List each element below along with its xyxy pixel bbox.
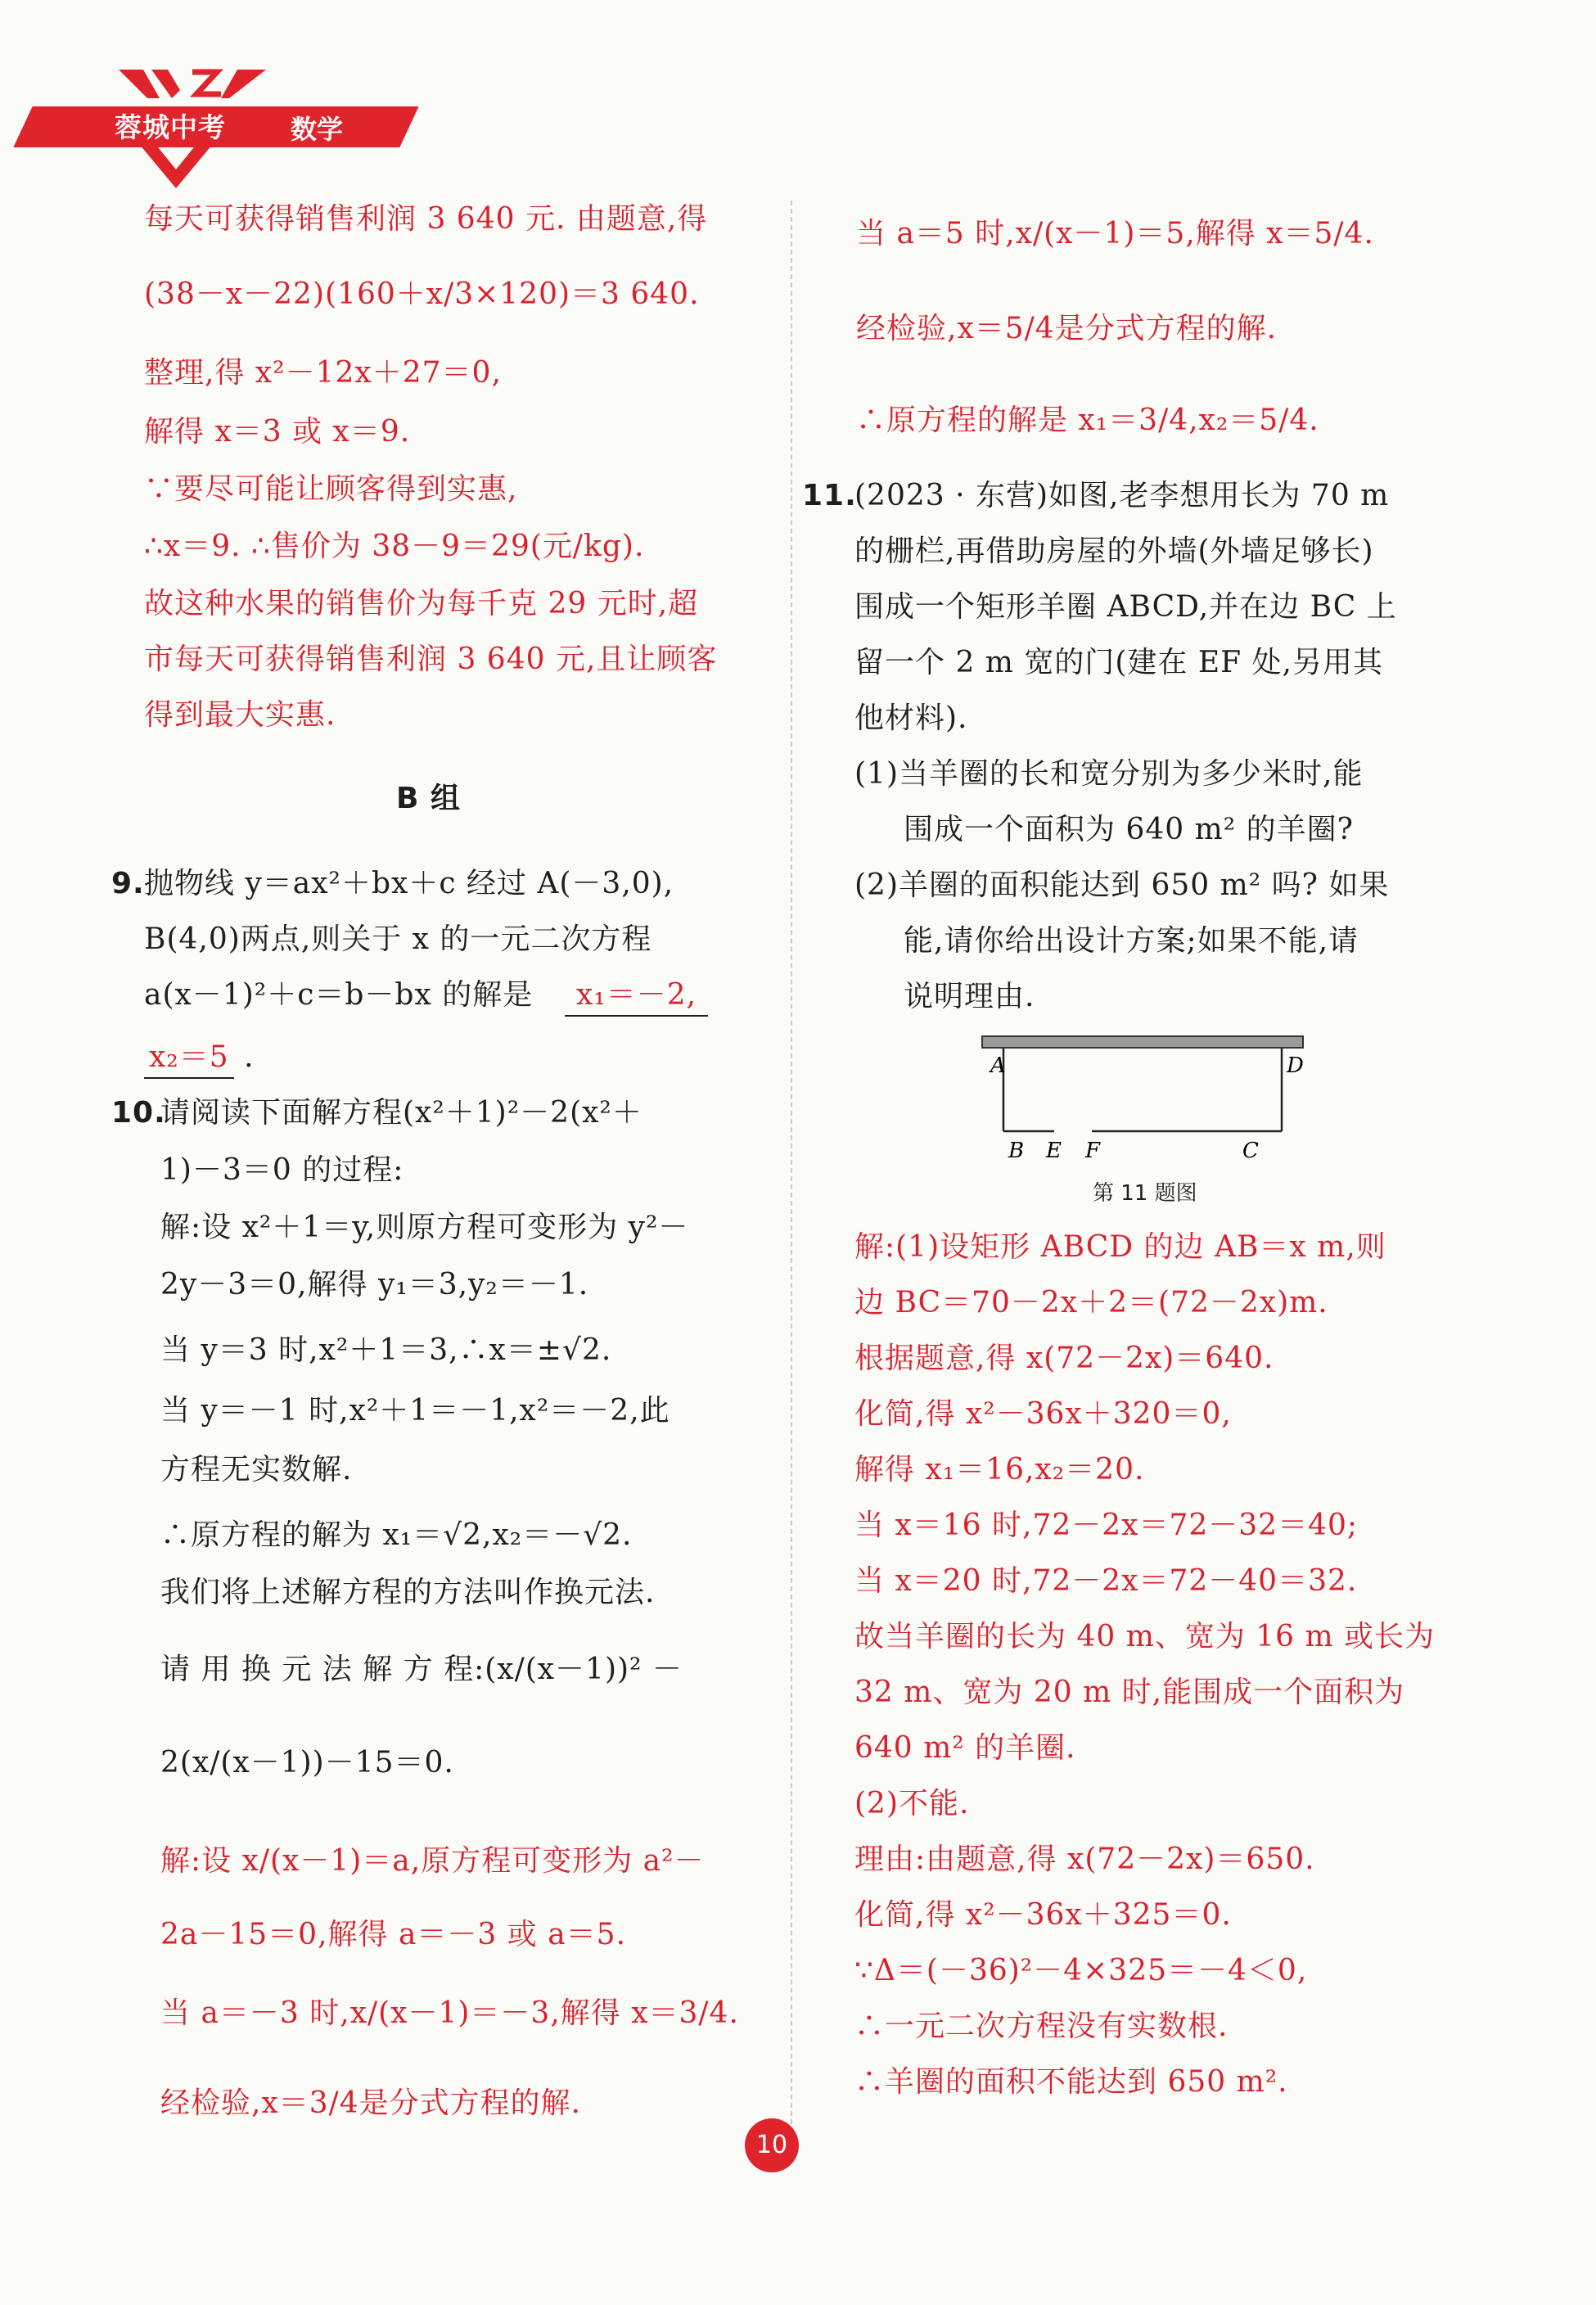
q10-text-line: 2y－3＝0,解得 y₁＝3,y₂＝－1. xyxy=(160,1268,589,1301)
label-f: F xyxy=(1085,1139,1101,1163)
q10-text-line: 2(x/(x－1))－15＝0. xyxy=(160,1746,454,1779)
q10-solution-line: 当 a＝5 时,x/(x－1)＝5,解得 x＝5/4. xyxy=(856,217,1374,250)
q9-text-line: 抛物线 y＝ax²＋bx＋c 经过 A(－3,0), xyxy=(144,867,674,900)
q11-solution-line: 32 m、宽为 20 m 时,能围成一个面积为 xyxy=(854,1676,1405,1709)
q11-solution-line: 根据题意,得 x(72－2x)＝640. xyxy=(854,1342,1274,1375)
left-answer-line: 市每天可获得销售利润 3 640 元,且让顾客 xyxy=(144,643,718,676)
house-wall xyxy=(982,1036,1303,1048)
q11-solution-line: 化简,得 x²－36x＋325＝0. xyxy=(854,1898,1232,1932)
q11-solution-line: 化简,得 x²－36x＋320＝0, xyxy=(854,1397,1232,1431)
rectangle-pen-diagram xyxy=(979,1033,1306,1164)
q11-solution-line: 理由:由题意,得 x(72－2x)＝650. xyxy=(854,1843,1315,1876)
q10-solution-line: 当 a＝－3 时,x/(x－1)＝－3,解得 x＝3/4. xyxy=(160,1996,739,2030)
q11-solution-line: 解得 x₁＝16,x₂＝20. xyxy=(854,1453,1145,1486)
q11-solution-line: ∴一元二次方程没有实数根. xyxy=(854,2010,1229,2043)
column-divider xyxy=(791,201,792,2149)
q9-answer-2: x₂＝5 xyxy=(144,1038,234,1079)
left-answer-line: ∴x＝9. ∴售价为 38－9＝29(元/kg). xyxy=(144,530,645,563)
left-answer-line: 故这种水果的销售价为每千克 29 元时,超 xyxy=(144,587,699,620)
q11-text-line: 围成一个面积为 640 m² 的羊圈? xyxy=(904,813,1354,846)
q10-text-line: ∴原方程的解为 x₁＝√2,x₂＝－√2. xyxy=(160,1518,633,1552)
q11-solution-line: (2)不能. xyxy=(854,1787,970,1820)
left-answer-line: 整理,得 x²－12x＋27＝0, xyxy=(144,356,502,390)
q10-text-line: 当 y＝－1 时,x²＋1＝－1,x²＝－2,此 xyxy=(160,1394,670,1428)
q10-text-line: 解:设 x²＋1＝y,则原方程可变形为 y²－ xyxy=(160,1211,689,1244)
logo-chevron-icon xyxy=(115,65,270,106)
q10-text-line: 请 用 换 元 法 解 方 程:(x/(x－1))² － xyxy=(160,1653,683,1686)
q10-solution-line: 解:设 x/(x－1)＝a,原方程可变形为 a²－ xyxy=(160,1844,705,1878)
q11-text-line: 他材料). xyxy=(854,701,968,735)
q10-text-line: 请阅读下面解方程(x²＋1)²－2(x²＋ xyxy=(160,1096,642,1130)
label-e: E xyxy=(1046,1139,1062,1163)
q10-text-line: 方程无实数解. xyxy=(160,1453,353,1486)
figure-caption: 第 11 题图 xyxy=(1093,1181,1197,1206)
q11-text-line: (2)羊圈的面积能达到 650 m² 吗? 如果 xyxy=(854,868,1390,902)
q11-solution-line: 640 m² 的羊圈. xyxy=(854,1731,1076,1765)
q10-text-line: 1)－3＝0 的过程: xyxy=(160,1153,404,1187)
q10-solution-line: 经检验,x＝5/4是分式方程的解. xyxy=(856,312,1278,345)
q11-text-line: 能,请你给出设计方案;如果不能,请 xyxy=(904,924,1359,958)
q11-text-line: 围成一个矩形羊圈 ABCD,并在边 BC 上 xyxy=(854,590,1397,624)
label-c: C xyxy=(1242,1139,1259,1163)
q10-solution-line: ∴原方程的解是 x₁＝3/4,x₂＝5/4. xyxy=(856,404,1319,437)
label-a: A xyxy=(990,1053,1006,1078)
question-number: 9. xyxy=(111,867,145,900)
q11-solution-line: 解:(1)设矩形 ABCD 的边 AB＝x m,则 xyxy=(854,1230,1386,1264)
q11-solution-line: ∴羊圈的面积不能达到 650 m². xyxy=(854,2065,1288,2099)
q9-text-line: B(4,0)两点,则关于 x 的一元二次方程 xyxy=(144,922,652,956)
q10-text-line: 当 y＝3 时,x²＋1＝3,∴x＝±√2. xyxy=(160,1333,612,1367)
brand-logo-text: 蓉城中考 xyxy=(115,111,226,143)
q11-solution-line: ∵Δ＝(－36)²－4×325＝－4＜0, xyxy=(854,1954,1308,1987)
group-title: B 组 xyxy=(396,782,461,815)
label-b: B xyxy=(1008,1139,1025,1163)
q11-solution-line: 边 BC＝70－2x＋2＝(72－2x)m. xyxy=(854,1286,1328,1319)
subject-label: 数学 xyxy=(291,114,344,145)
left-answer-line: 得到最大实惠. xyxy=(144,698,336,732)
q10-solution-line: 经检验,x＝3/4是分式方程的解. xyxy=(160,2086,582,2120)
q11-text-line: 留一个 2 m 宽的门(建在 EF 处,另用其 xyxy=(854,646,1384,679)
q11-solution-line: 当 x＝16 时,72－2x＝72－32＝40; xyxy=(854,1509,1359,1542)
left-answer-line: ∵要尽可能让顾客得到实惠, xyxy=(144,472,518,506)
label-d: D xyxy=(1287,1053,1304,1078)
q9-answer-1: x₁＝－2, xyxy=(565,976,708,1017)
q11-solution-line: 当 x＝20 时,72－2x＝72－40＝32. xyxy=(854,1564,1358,1598)
left-answer-line: (38－x－22)(160＋x/3×120)＝3 640. xyxy=(144,277,700,311)
question-number: 10. xyxy=(111,1096,166,1130)
q11-text-line: (1)当羊圈的长和宽分别为多少米时,能 xyxy=(854,757,1364,791)
q10-text-line: 我们将上述解方程的方法叫作换元法. xyxy=(160,1576,656,1609)
q11-text-line: 说明理由. xyxy=(904,980,1035,1013)
q11-solution-line: 故当羊圈的长为 40 m、宽为 16 m 或长为 xyxy=(854,1620,1436,1653)
left-answer-line: 每天可获得销售利润 3 640 元. 由题意,得 xyxy=(144,202,708,236)
q11-figure xyxy=(979,1033,1306,1164)
q10-solution-line: 2a－15＝0,解得 a＝－3 或 a＝5. xyxy=(160,1918,627,1951)
page-number: 10 xyxy=(745,2118,799,2172)
left-answer-line: 解得 x＝3 或 x＝9. xyxy=(144,415,411,449)
q11-text-line: 的栅栏,再借助房屋的外墙(外墙足够长) xyxy=(854,535,1374,568)
q9-text-line: a(x－1)²＋c＝b－bx 的解是 xyxy=(144,978,534,1012)
q9-answer-blank-2: x₂＝5 . xyxy=(144,1038,255,1079)
q11-text-line: (2023 · 东营)如图,老李想用长为 70 m xyxy=(854,479,1390,512)
q9-answer-blank-1 xyxy=(565,976,708,1017)
question-number: 11. xyxy=(802,479,857,512)
